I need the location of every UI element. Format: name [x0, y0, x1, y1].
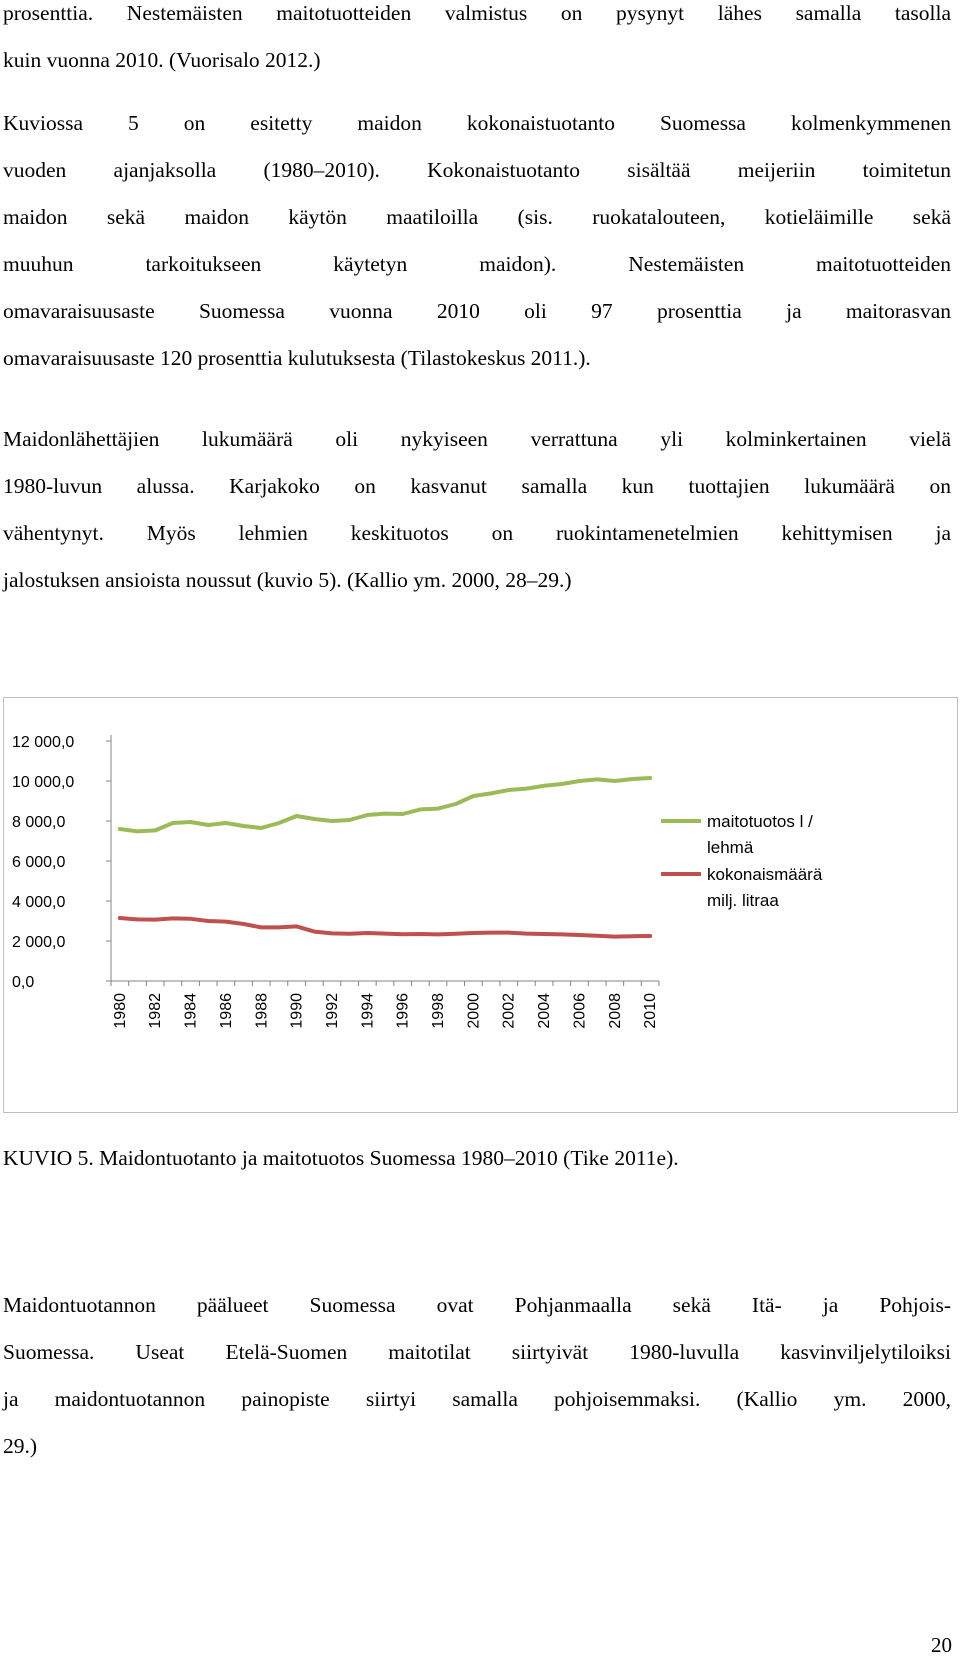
figure-caption: KUVIO 5. Maidontuotanto ja maitotuotos Suomessa 1980–2010 (Tike 2011e). [3, 1146, 679, 1170]
x-tick-label: 1994 [359, 993, 377, 1029]
paragraph-3 [3, 416, 951, 604]
x-tick-label: 1998 [430, 993, 448, 1029]
legend-label: maitotuotos l / [707, 812, 813, 831]
y-tick-label: 8 000,0 [12, 814, 66, 831]
y-tick-label: 6 000,0 [12, 854, 66, 871]
text-line: kuin vuonna 2010. (Vuorisalo 2012.) [3, 48, 321, 72]
text-line: jalostuksen ansioista noussut (kuvio 5). (Kallio ym. 2000, 28–29.) [3, 568, 572, 592]
x-tick-label: 1982 [147, 993, 165, 1029]
text-line: Maidonlähettäjien lukumäärä oli nykyiseen verrattuna yli kolminkertainen vielä [3, 427, 951, 451]
x-tick-label: 1992 [323, 993, 341, 1029]
legend-label: milj. litraa [707, 891, 779, 910]
series-line [120, 778, 650, 831]
milk-production-chart [4, 698, 957, 1112]
y-tick-label: 2 000,0 [12, 934, 66, 951]
text-line: Kuviossa 5 on esitetty maidon kokonaistuotanto Suomessa kolmenkymmenen [3, 111, 951, 135]
text-line: Maidontuotannon päälueet Suomessa ovat Pohjanmaalla sekä Itä- ja Pohjois- [3, 1293, 951, 1317]
text-line: maidon sekä maidon käytön maatiloilla (sis. ruokatalouteen, kotieläimille sekä [3, 205, 951, 229]
text-line: prosenttia. Nestemäisten maitotuotteiden valmistus on pysynyt lähes samalla tasolla [3, 1, 951, 25]
chart-frame [3, 697, 958, 1113]
x-tick-label: 1980 [111, 993, 129, 1029]
x-tick-label: 1986 [217, 993, 235, 1029]
y-tick-label: 12 000,0 [12, 734, 75, 751]
series-line [120, 918, 650, 937]
text-line: vähentynyt. Myös lehmien keskituotos on ruokintamenetelmien kehittymisen ja [3, 521, 951, 545]
text-line: 29.) [3, 1434, 38, 1458]
paragraph-1 [3, 0, 951, 84]
x-tick-label: 2008 [606, 993, 624, 1029]
y-tick-label: 0,0 [12, 974, 35, 991]
x-tick-label: 1984 [182, 993, 200, 1029]
page-number: 20 [931, 1633, 952, 1657]
text-line: omavaraisuusaste 120 prosenttia kulutuksesta (Tilastokeskus 2011.). [3, 346, 591, 370]
text-line: omavaraisuusaste Suomessa vuonna 2010 oli 97 prosenttia ja maitorasvan [3, 299, 951, 323]
paragraph-4 [3, 1282, 951, 1470]
text-line: muuhun tarkoitukseen käytetyn maidon). Nestemäisten maitotuotteiden [3, 252, 951, 276]
x-tick-label: 1990 [288, 993, 306, 1029]
y-tick-label: 10 000,0 [12, 774, 75, 791]
legend-label: lehmä [707, 838, 754, 857]
legend-label: kokonaismäärä [707, 865, 823, 884]
text-line: vuoden ajanjaksolla (1980–2010). Kokonaistuotanto sisältää meijeriin toimitetun [3, 158, 951, 182]
text-line: 1980-luvun alussa. Karjakoko on kasvanut samalla kun tuottajien lukumäärä on [3, 474, 951, 498]
x-tick-label: 2002 [500, 993, 518, 1029]
text-line: Suomessa. Useat Etelä-Suomen maitotilat siirtyivät 1980-luvulla kasvinviljelytiloiksi [3, 1340, 951, 1364]
x-tick-label: 2000 [465, 993, 483, 1029]
y-tick-label: 4 000,0 [12, 894, 66, 911]
x-tick-label: 1988 [253, 993, 271, 1029]
x-tick-label: 1996 [394, 993, 412, 1029]
x-tick-label: 2004 [536, 993, 554, 1029]
text-line: ja maidontuotannon painopiste siirtyi samalla pohjoisemmaksi. (Kallio ym. 2000, [3, 1387, 951, 1411]
x-tick-label: 2010 [642, 993, 660, 1029]
paragraph-2 [3, 100, 951, 382]
x-tick-label: 2006 [571, 993, 589, 1029]
